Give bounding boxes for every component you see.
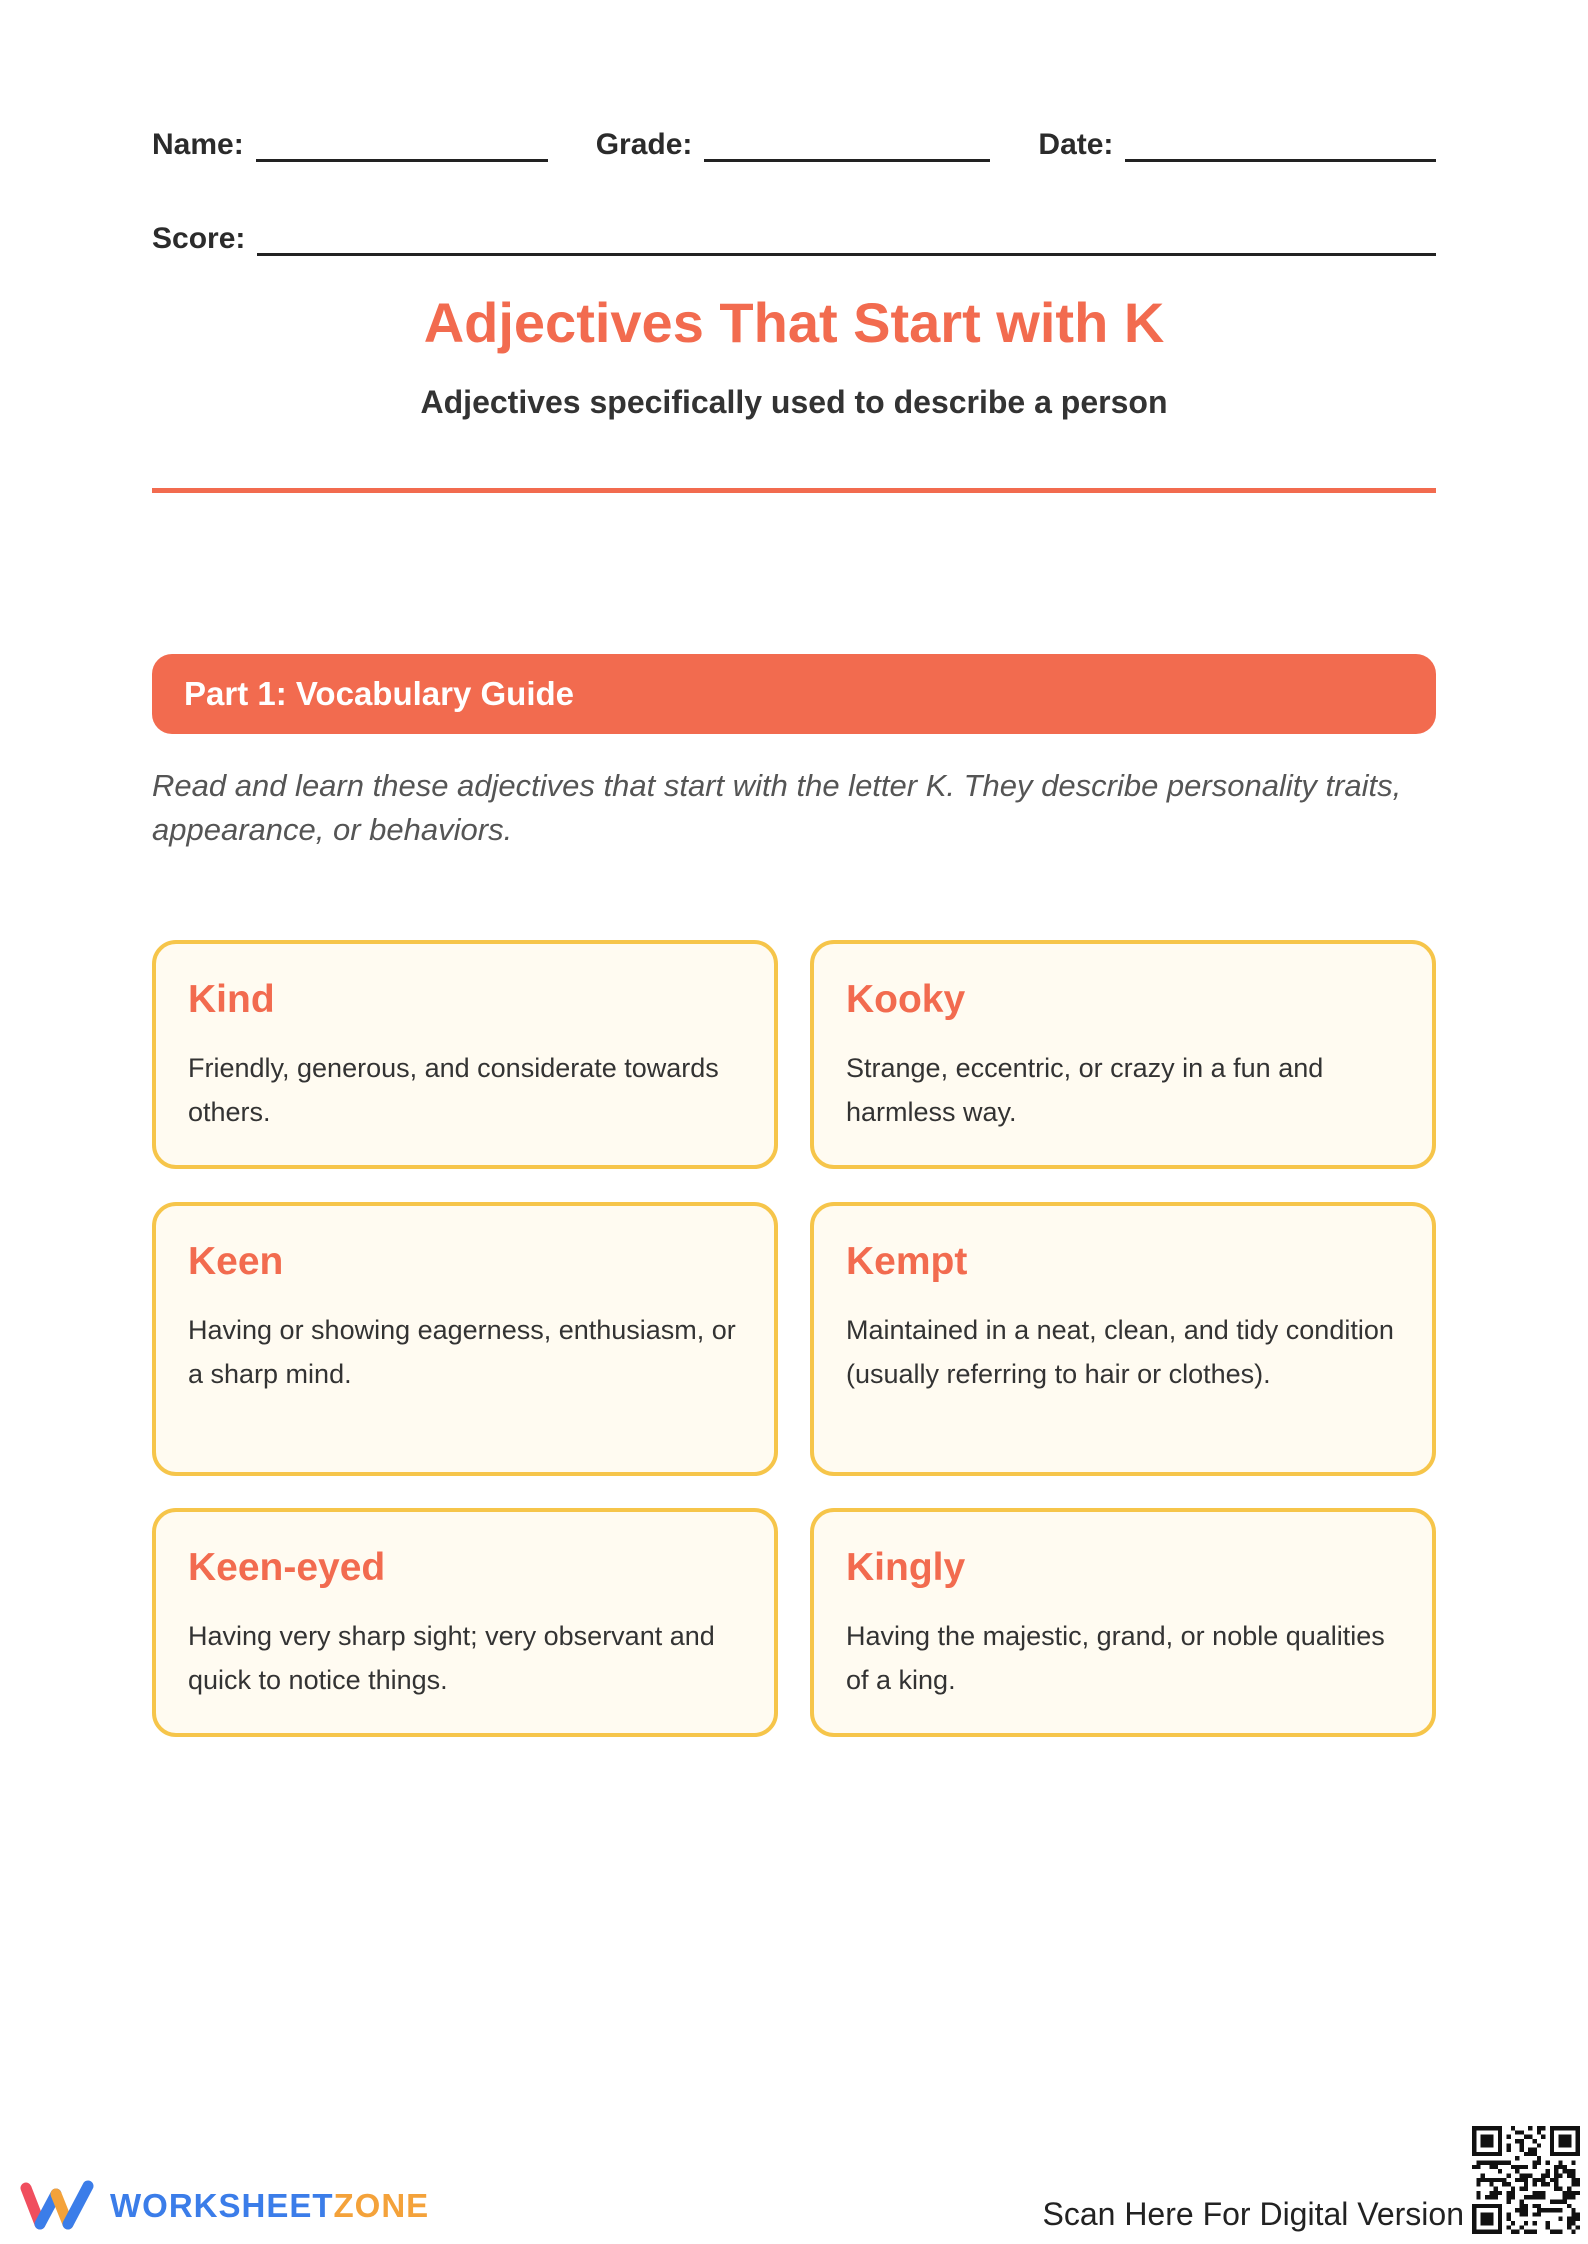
vocab-word: Kind [188, 978, 275, 1021]
brand-name [110, 2187, 429, 2225]
vocab-word: Kooky [846, 978, 966, 1021]
qr-code-icon[interactable] [1472, 2126, 1580, 2234]
grade-field[interactable] [704, 132, 990, 162]
brand-logo[interactable] [20, 2180, 429, 2232]
date-field[interactable] [1125, 132, 1436, 162]
worksheetzone-logo-icon [20, 2180, 96, 2232]
page-subtitle: Adjectives specifically used to describe a person [420, 384, 1168, 420]
student-info-row [152, 128, 1436, 162]
name-field[interactable] [256, 132, 548, 162]
vocab-card-keen-eyed [152, 1508, 778, 1737]
vocab-card-kooky [810, 940, 1436, 1169]
vocab-word: Keen [188, 1240, 284, 1283]
vocab-card-kempt [810, 1202, 1436, 1476]
vocab-definition: Friendly, generous, and considerate towards others. [188, 1053, 719, 1127]
vocab-definition: Strange, eccentric, or crazy in a fun and harmless way. [846, 1053, 1324, 1127]
vocab-definition: Having or showing eagerness, enthusiasm, or a sharp mind. [188, 1315, 736, 1389]
section-instructions: Read and learn these adjectives that start with the letter K. They describe personality traits, appearance, or behaviors. [152, 768, 1402, 847]
vocab-word: Kingly [846, 1546, 966, 1589]
page-title: Adjectives That Start with K [423, 291, 1165, 354]
vocab-definition: Having the majestic, grand, or noble qualities of a king. [846, 1621, 1385, 1695]
section-header [152, 654, 1436, 734]
score-row [152, 222, 1436, 256]
vocab-word: Kempt [846, 1240, 968, 1283]
brand-name-part2: ZONE [333, 2187, 430, 2224]
vocab-word: Keen-eyed [188, 1546, 386, 1589]
scan-caption: Scan Here For Digital Version [1042, 2196, 1464, 2232]
section-heading: Part 1: Vocabulary Guide [184, 675, 575, 712]
name-label: Name: [152, 128, 244, 161]
score-field[interactable] [257, 226, 1436, 256]
grade-label: Grade: [595, 128, 693, 161]
vocab-definition: Having very sharp sight; very observant and quick to notice things. [188, 1621, 715, 1695]
vocab-definition: Maintained in a neat, clean, and tidy condition (usually referring to hair or clothes). [846, 1315, 1394, 1389]
vocab-card-kind [152, 940, 778, 1169]
title-divider [152, 488, 1436, 493]
vocab-card-keen [152, 1202, 778, 1476]
date-label: Date: [1038, 128, 1114, 161]
vocab-card-kingly [810, 1508, 1436, 1737]
brand-name-part1: WORKSHEET [110, 2187, 334, 2224]
score-label: Score: [152, 222, 246, 255]
